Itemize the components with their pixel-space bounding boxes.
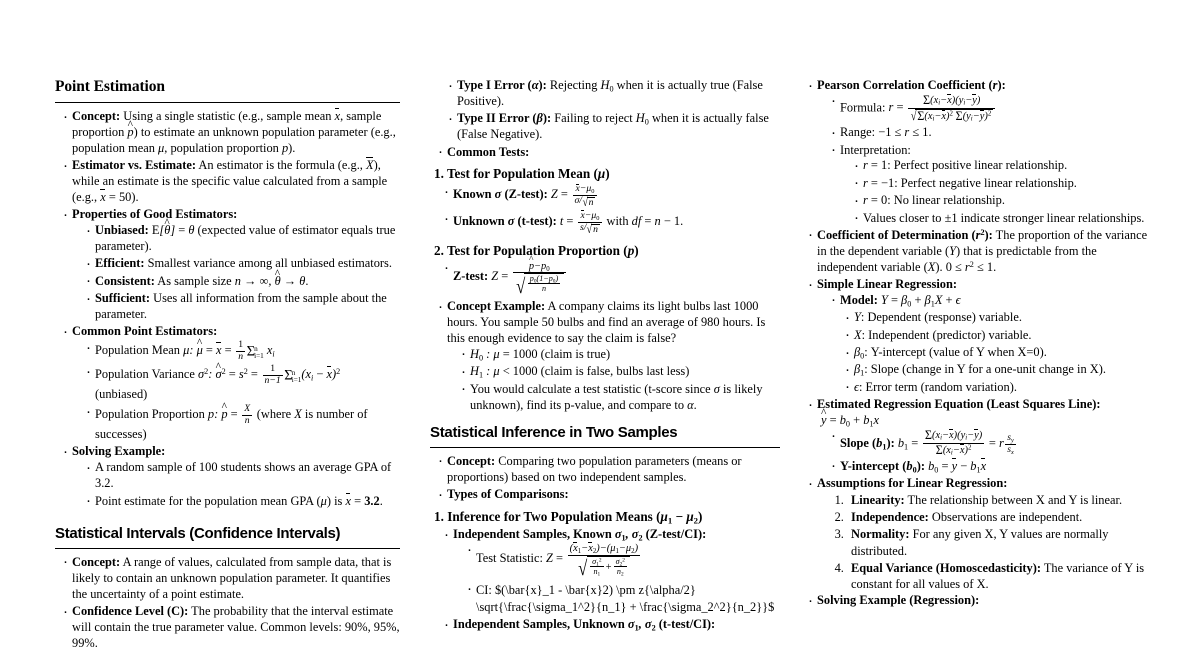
list-item-assumptions [808,476,1150,592]
concept-text-b: , sample proportion [72,109,382,139]
math-b0: $b_0$ [906,458,917,475]
est-reg-label: Estimated Regression Equation (Least Squares Line): [817,397,1101,412]
math-X: X [294,407,302,422]
column-hypothesis-testing [430,78,780,653]
math-mu1-mu2: $\mu_1 - \mu_2$ [660,509,699,526]
heading-rule-3 [430,447,780,448]
with-text: with [603,214,632,229]
unbiased-label: Unbiased: [95,223,149,238]
heading-rule [55,102,400,103]
concept-text-e: ). [288,140,296,155]
list-item-slope [831,429,1150,458]
assumption-text: The variance of Y is constant for all values of X. [851,560,1145,591]
math-H0: $H_0$ [600,78,614,94]
list-item-ztest-proportion [444,261,780,298]
list-item-model [831,293,1150,309]
concept-text-c: ) to estimate an unknown population parameter (e.g., population mean [72,124,396,155]
concept-example-text: A company claims its light bulbs last 1000 hours. You sample 50 bulbs and find an average of 980 hours. Is this enough evidence to say the claim is false? [447,299,766,346]
assumptions-ordered-list [817,492,1150,592]
math-alpha-2: α [687,397,694,412]
consistent-text-b: . [305,273,309,288]
math-xbar: x [334,109,341,123]
assumption-name: Equal Variance (Homoscedasticity): [851,560,1041,575]
list-item-unbiased [86,223,400,255]
math-model: $Y = \beta_0 + \beta_1X + \epsilon$ [880,292,961,309]
math-t-test-mean: t = $\frac{x-\mu_0}{s/√n}$ [560,214,604,228]
solving-example-reg-label: Solving Example (Regression): [817,593,980,608]
calc-text-a: You would calculate a test statistic (t-score since [470,381,714,396]
concept-example-list [430,299,780,413]
list-item-beta1: · $\beta_1$: Slope (change in Y for a one-unit change in X). [845,362,1150,378]
math-phat: p ^ [127,125,133,141]
math-beta0: $\beta_0$ [854,345,865,361]
math-r-eq-1: r = 1 [863,158,888,173]
slope-label: Slope $(b_1)$: [840,436,898,452]
math-h0-statement: $H_0$ : μ = 1000 [470,346,538,363]
list-item-ci-level [63,604,400,652]
list-item-unknown-sigma: · Unknown σ (t-test): t = $\frac{x-\mu_0}{s/√n}$ with df = n − 1. [444,211,780,236]
math-sigma-3: σ [713,381,720,396]
list-item-r-eq-1: · r = 1: Perfect positive linear relationship. [854,158,1150,174]
math-yhat-equation: y ^ = $b_0 + b_1x$ [821,413,879,427]
math-b1: $b_1$ [876,436,887,452]
list-item-population-variance [86,364,400,403]
list-item-formula [831,94,1150,124]
consistent-label: Consistent: [95,273,155,288]
coef-det-text-c: ). [935,259,946,274]
concept-example-label: Concept Example: [447,299,546,314]
math-range: −1 ≤ r ≤ 1 [878,125,929,140]
math-sigma1-sigma2-b: $\sigma_1$, $\sigma_2$ [627,617,656,633]
list-item-indep-known [444,527,780,615]
assumption-item [847,526,1150,558]
heading-statistical-intervals: Statistical Intervals (Confidence Intervals) [55,524,341,542]
efficient-text: Smallest variance among all unbiased estimators. [144,256,392,271]
math-r: r [992,78,998,92]
indep-known-sublist [453,543,780,616]
solving-line2-c: . [379,493,383,508]
common-estimators-sublist [72,340,400,443]
solving-line2-a: Point estimate for the population mean GPA ( [95,493,321,508]
mean-test-list [430,184,780,236]
known-sigma-label: Known σ (Z-test): [453,187,551,202]
heading-point-estimation: Point Estimation [55,78,165,95]
types-label: Types of Comparisons: [447,487,569,502]
ci-label: CI: [476,582,495,597]
list-item-types-comparisons [438,487,780,503]
subheading-test-population-proportion: 2. Test for Population Proportion (p) [434,242,639,258]
list-item-estimator-vs-estimate [63,158,400,206]
math-population-proportion: p: p ^ = $\frac{X}{n}$ [208,407,254,421]
type1-text-b: when it is actually true (False Positive). [457,78,763,108]
values-closer-b: 1 indicate stronger linear relationships. [951,210,1145,225]
list-item-common-estimators [63,324,400,443]
column-correlation-regression [800,78,1150,653]
list-item-epsilon: · ϵ: Error term (random variation). [845,380,1150,396]
math-sigma1-sigma2: $\sigma_1$, $\sigma_2$ [614,527,643,543]
indep-known-label: Independent Samples, Known $\sigma_1$, $\sigma_2$ (Z-test/CI): [453,527,707,543]
solving-example-label: Solving Example: [72,444,166,459]
list-item-h1 [461,364,780,380]
type2-text-a: Failing to reject [551,111,636,126]
math-h1-statement: $H_1$ : μ < 1000 [470,364,538,380]
sufficient-label: Sufficient: [95,291,151,306]
math-p-2: p [627,242,635,258]
list-item-known-sigma [444,184,780,209]
list-item-ci-raw-latex [467,582,780,616]
math-pearson-formula: r = $\frac{\Sigma(x_i-x)(y_i-y)}{√\Sigma(x_i-x)^2 \Sigma(y_i-y)^2}$ [889,100,997,114]
list-item-r-eq-0: · r = 0: No linear relationship. [854,193,1150,209]
concept-text-d: , population proportion [164,140,282,155]
model-label: Model: [840,292,881,307]
assumption-item [847,492,1150,508]
estimator-text-b: ), while an estimate is the specific value calculated from a sample (e.g., [72,158,388,204]
math-yintercept-formula: $b_0 = y - b_1x$ [928,458,987,475]
list-item-type-2-error [448,111,780,143]
formula-label: Formula: [840,100,889,115]
pearson-label: Pearson Correlation Coefficient (r): [817,78,1006,92]
list-item-efficient [86,256,400,272]
ztest-label: Z-test: [453,268,492,283]
list-item-pearson [808,78,1150,226]
list-item-type-1-error [448,78,780,110]
assumption-text: Observations are independent. [928,510,1083,525]
list-item-y-intercept [831,459,1150,475]
math-consistent: n → ∞, θ ^ → θ [235,274,306,288]
list-item-concept [63,109,400,157]
type2-label: Type II Error (β): [457,111,552,126]
point-estimation-list [55,109,400,509]
coef-det-label: Coefficient of Determination $(r^2)$: [817,227,993,242]
regression-coefficients-list [817,429,1150,475]
coef-det-text-b: ) that is predictable from the independent variable ( [817,243,1097,274]
assumption-name: Independence: [851,510,929,525]
math-Y: Y [949,243,957,258]
errors-and-tests-list [430,78,780,160]
list-item-coef-determination: · Coefficient of Determination $(r^2)$: The proportion of the variance in the dependent variable (Y) that is predictable from the independent variable (X). $0 \le r^2 \le 1$. [808,228,1150,276]
math-epsilon: ϵ [854,379,859,394]
list-item-calc-note [461,382,780,414]
type1-text-a: Rejecting [546,78,601,92]
pop-prop-suffix-a: (where [253,407,295,422]
common-tests-label: Common Tests: [447,144,530,159]
list-item-population-proportion [86,404,400,443]
pop-prop-prefix: Population Proportion [95,407,208,422]
ts-concept-label: Concept: [447,453,496,468]
calc-text-c: . [693,397,697,412]
efficient-label: Efficient: [95,256,145,271]
list-item-population-mean [86,340,400,363]
interpretation-sublist [840,158,1150,226]
indep-unknown-label: Independent Samples, Unknown $\sigma_1$, $\sigma_2$ (t-test/CI): [453,617,716,633]
math-population-variance: $\sigma^2$: σ ^$^2$ = $s^2$ = $\frac{1}{n-1}$ Σn $i=1(x_i - x)^2$ [198,367,340,381]
subheading-test-population-mean: 1. Test for Population Mean (μ) [434,166,610,182]
type2-text-b: when it is actually false (False Negative). [457,111,769,142]
solving-line-1: · A random sample of 100 students shows an average GPA of 3.2. [86,460,400,492]
math-df: df = n − 1 [631,214,681,229]
coef-det-text-a: The proportion of the variance in the dependent variable ( [817,227,1148,258]
ci-concept-text: A range of values, calculated from sample data, that is likely to contain an unknown population parameter. It quantifies the uncertainty of a point estimate. [72,554,392,601]
list-item-indep-unknown [444,617,780,633]
proportion-test-list [430,261,780,298]
list-item-simple-linear-regression [808,277,1150,396]
list-item-common-tests [438,145,780,161]
math-sigma-2: σ [507,214,515,229]
range-label: Range: [840,125,879,140]
two-samples-list [430,454,780,503]
list-item-r-eq-neg1: · r = −1: Perfect negative linear relationship. [854,176,1150,192]
pearson-sublist [817,94,1150,227]
math-X-2: X [927,259,936,274]
math-unbiased: E[θ ^] = θ [152,223,195,237]
list-item-interpretation [831,143,1150,227]
math-p: p [281,140,289,155]
ci-latex-source: $(\bar{x}_1 - \bar{x}2) \pm z{\alpha/2} \sqrt{\frac{\sigma_1^2}{n_1} + \frac{\sigma_2^2}{n_2}}$ [476,582,775,614]
values-closer-a: Values closer to [863,210,945,225]
math-population-mean: μ: μ ^ = x = $\frac{1}{n}$ Σn i=1 $x_i$ [183,343,275,357]
concept-label: Concept: [72,109,121,123]
math-slope-formula: $b_1$ = $\frac{\Sigma(x_i-x)(y_i-y)}{\Sigma(x_i-x)^2}$ = r $\frac{s_y}{s_x}$ [897,427,1014,457]
pop-var-prefix: Population Variance [95,367,199,382]
confidence-interval-list [55,555,400,652]
ci-level-label: Confidence Level (C): [72,604,189,619]
assumption-text: For any given X, Y values are normally distributed. [851,527,1109,558]
pop-var-suffix: (unbiased) [95,387,148,402]
estimator-text-c: ). [131,189,139,204]
consistent-text-a: As sample size [154,273,235,288]
math-z-test-proportion: Z = p $\^{}-p_0$ √ $\frac{p_0(1-p_0)}{n}$ [491,269,567,283]
pop-prop-suffix-b: is number of successes) [95,407,368,442]
type1-label: Type I Error (α): [457,78,547,92]
pop-mean-prefix: Population Mean [95,343,184,358]
slr-label: Simple Linear Regression: [817,277,957,292]
math-Y-2: Y [854,310,861,325]
properties-label: Properties of Good Estimators: [72,207,238,222]
h0-text: (claim is true) [537,346,611,361]
list-item-solving-example [63,444,400,509]
assumption-item [847,509,1150,525]
slr-sublist [817,293,1150,396]
math-mu-2: μ [320,493,327,508]
two-means-list [430,527,780,633]
test-stat-label: Test Statistic: [476,551,547,566]
ts-concept-text: Comparing two population parameters (means or proportions) based on two independent samples. [447,453,742,484]
spacer [55,511,400,525]
h1-text: (claim is false, bulbs last less) [537,364,690,379]
calc-text-b: is likely unknown), find its p-value, and compare to [470,381,763,412]
solving-line-2 [86,494,400,510]
math-beta: β [536,111,543,126]
assumptions-label: Assumptions for Linear Regression: [817,476,1008,491]
common-estimators-label: Common Point Estimators: [72,324,218,339]
heading-two-samples: Statistical Inference in Two Samples [430,423,678,441]
math-alpha: α [531,78,539,92]
list-item-estimated-regression [808,397,1150,475]
sufficient-text: Uses all information from the sample about the parameter. [95,291,387,321]
math-sigma: σ [494,187,502,202]
model-terms-wrapper [831,310,1150,395]
concept-text-a: Using a single statistic (e.g., sample mean [120,109,335,123]
list-item-x-independent: · X: Independent (predictor) variable. [845,328,1150,344]
assumption-name: Linearity: [851,493,905,508]
list-item-range: · Range: −1 ≤ r ≤ 1. [831,125,1150,141]
unknown-sigma-label: Unknown σ (t-test): [453,214,560,229]
estimator-text-a: An estimator is the formula (e.g., [196,158,367,173]
math-xbar-eq-50: x = 50 [100,189,132,204]
list-item-h0 [461,347,780,363]
math-r-eq-0: r = 0 [863,193,888,208]
ci-concept-label: Concept: [72,554,121,569]
unbiased-text: (expected value of estimator equals true parameter). [95,223,396,253]
math-z-test-mean: Z = $\frac{x-\mu_0}{\sigma/√n}$ [551,187,599,201]
column-point-estimation [55,78,400,653]
list-item-concept-example [438,299,780,413]
properties-sublist [72,223,400,323]
math-xbar-32: x = 3.2 [345,493,380,508]
yint-label: Y-intercept $(b_0)$: [840,458,929,475]
solving-example-sublist [72,460,400,509]
hypotheses-list [447,347,780,414]
interpretation-label: Interpretation: [840,142,911,157]
list-item-properties [63,207,400,323]
list-item-consistent [86,274,400,290]
math-r-eq-neg1: r = −1 [863,175,895,190]
math-plusminus: ± [944,210,952,225]
subheading-inference-two-means: 1. Inference for Two Population Means $(\mu_1 - \mu_2)$ [434,509,703,526]
math-H0-2: $H_0$ [635,111,649,127]
list-item-solving-example-regression [808,593,1150,609]
heading-rule-2 [55,548,400,549]
math-mu-3: μ [597,166,606,182]
correlation-list [800,78,1150,609]
list-item-test-statistic [467,543,780,580]
list-item-sufficient [86,291,400,323]
math-beta1: $\beta_1$ [854,362,865,378]
model-terms-list [831,310,1150,395]
math-mu: μ [158,140,165,155]
list-item-ts-concept [438,454,780,486]
ci-level-text: The probability that the interval estimate will contain the true parameter value. Common levels: 90%, 95%, 99%. [72,604,400,650]
math-r-squared: $r^2$ [975,227,985,242]
math-r2-range: $0 \le r^2 \le 1$ [945,259,994,274]
regression-equation [821,413,1150,429]
spacer [430,415,780,424]
math-Xbar: X [366,158,374,173]
list-item-ci-concept [63,555,400,603]
math-X-3: X [854,327,862,342]
list-item-values-closer [854,211,1150,227]
list-item-y-dependent: · Y: Dependent (response) variable. [845,310,1150,326]
assumption-item [847,560,1150,592]
math-two-sample-z: Z = $(x_1-x_2)-(\mu_1-\mu_2)$ √ $\frac{\sigma_1^2}{n_1}$ + $\frac{\sigma_2^2}{n_2}$ [546,542,639,580]
assumption-text: The relationship between X and Y is linear. [904,493,1123,508]
assumption-name: Normality: [851,527,910,542]
solving-line2-b: ) is [326,493,346,508]
estimator-label: Estimator vs. Estimate: [72,158,197,173]
list-item-beta0: · $\beta_0$: Y-intercept (value of Y when X=0). [845,345,1150,361]
